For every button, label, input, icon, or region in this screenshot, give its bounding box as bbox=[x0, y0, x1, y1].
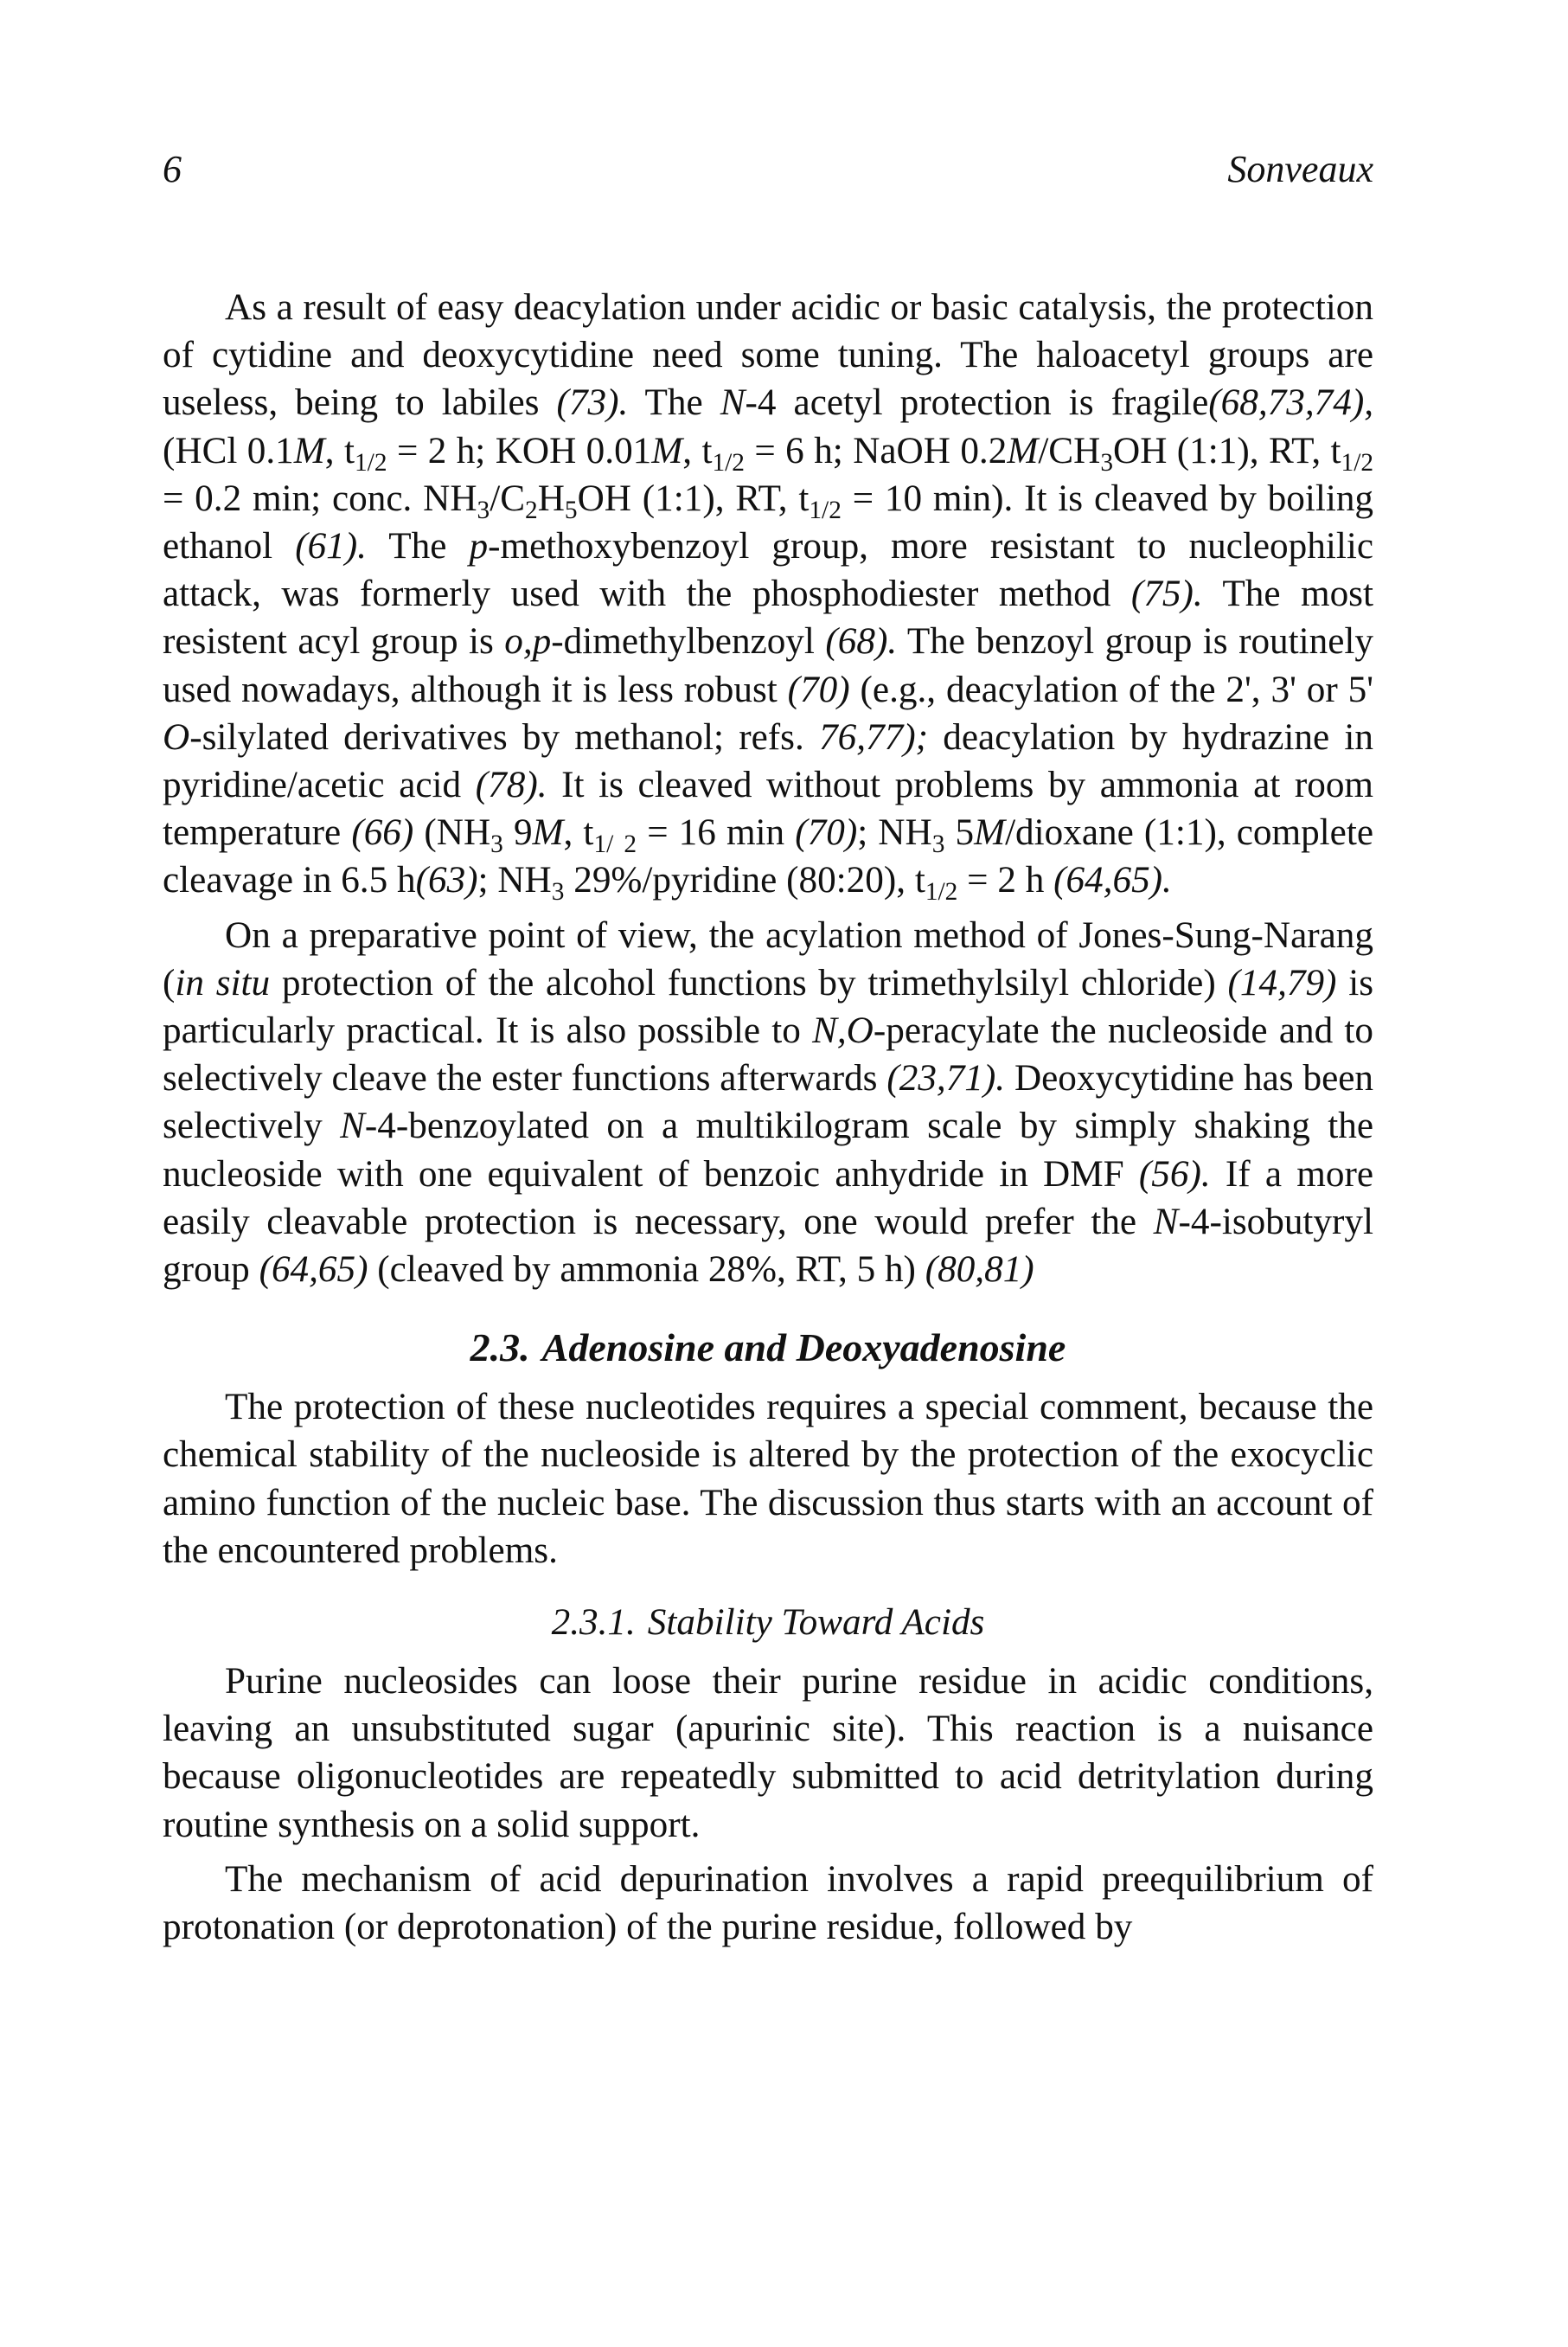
paragraph-depurination-intro: Purine nucleosides can loose their purine residue in acidic conditions, leaving an unsubstituted sugar (apurinic site). This reaction is a nuisance because oligonucleotides are repeatedly submitted to acid detritylation during routine synthesis on a solid support. bbox=[163, 1661, 1373, 1845]
paragraph-cytidine-protection: As a result of easy deacylation under acidic or basic catalysis, the protection of cytidine and deoxycytidine need some tuning. The haloacetyl groups are useless, being to labiles (73). The N-4 acetyl protection is fragile(68,73,74), (HCl 0.1M, $t_{1/2} = 2$ h; KOH 0.01M, $t_{1/2} = 6$ h; NaOH $0.2M/CH_3OH$ (1:1), RT, $t_{1/2} = 0.2$ min; conc. $NH_3/C_2H_5OH$ (1:1), RT, $t_{1/2} = 10$ min). It is cleaved by boiling ethanol (61). The p-methoxybenzoyl group, more resistant to nucleophilic attack, was formerly used with the phosphodiester method (75). The most resistent acyl group is o,p-dimethylbenzoyl (68). The benzoyl group is routinely used nowadays, although it is less robust (70) (e.g., deacylation of the 2', 3' or 5' O-silylated derivatives by methanol; refs. 76,77); deacylation by hydrazine in pyridine/acetic acid (78). It is cleaved without problems by ammonia at room temperature (66) ($NH_3$ 9M, $t_{1/}$ $_2$ = 16 min (70); $NH_3$ 5M/dioxane (1:1), complete cleavage in 6.5 h(63); $NH_3$ 29%/pyridine (80:20), $t_{1/2} = 2$ h (64,65). bbox=[163, 287, 1374, 907]
body-text bbox=[163, 284, 1373, 1951]
paragraph-adenosine-intro: The protection of these nucleotides requires a special comment, because the chemical stability of the nucleoside is altered by the protection of the exocyclic amino function of the nucleic base. The discussion thus starts with an account of the encountered problems. bbox=[163, 1387, 1373, 1571]
subsection-number: 2.3.1. bbox=[551, 1602, 636, 1644]
book-page bbox=[163, 147, 1373, 1951]
running-head-author: Sonveaux bbox=[1227, 148, 1373, 190]
paragraph-depurination-mechanism: The mechanism of acid depurination involves a rapid preequilibrium of protonation (or deprotonation) of the purine residue, followed by bbox=[163, 1858, 1373, 1948]
running-head bbox=[163, 147, 1373, 199]
section-title: Adenosine and Deoxyadenosine bbox=[541, 1325, 1066, 1370]
paragraph-acylation-method: On a preparative point of view, the acylation method of Jones-Sung-Narang (in situ protection of the alcohol functions by trimethylsilyl chloride) (14,79) is particularly practical. It is also possible to N,O-peracylate the nucleoside and to selectively cleave the ester functions afterwards (23,71). Deoxycytidine has been selectively N-4-benzoylated on a multikilogram scale by simply shaking the nucleoside with one equivalent of benzoic anhydride in DMF (56). If a more easily cleavable protection is necessary, one would prefer the N-4-isobutyryl group (64,65) (cleaved by ammonia 28%, RT, 5 h) (80,81) bbox=[163, 914, 1374, 1291]
subsection-title: Stability Toward Acids bbox=[647, 1602, 985, 1644]
page-number: 6 bbox=[163, 148, 182, 190]
subsection-heading-stability bbox=[163, 1599, 1373, 1647]
section-number: 2.3. bbox=[470, 1325, 530, 1370]
section-heading-adenosine bbox=[163, 1323, 1373, 1373]
